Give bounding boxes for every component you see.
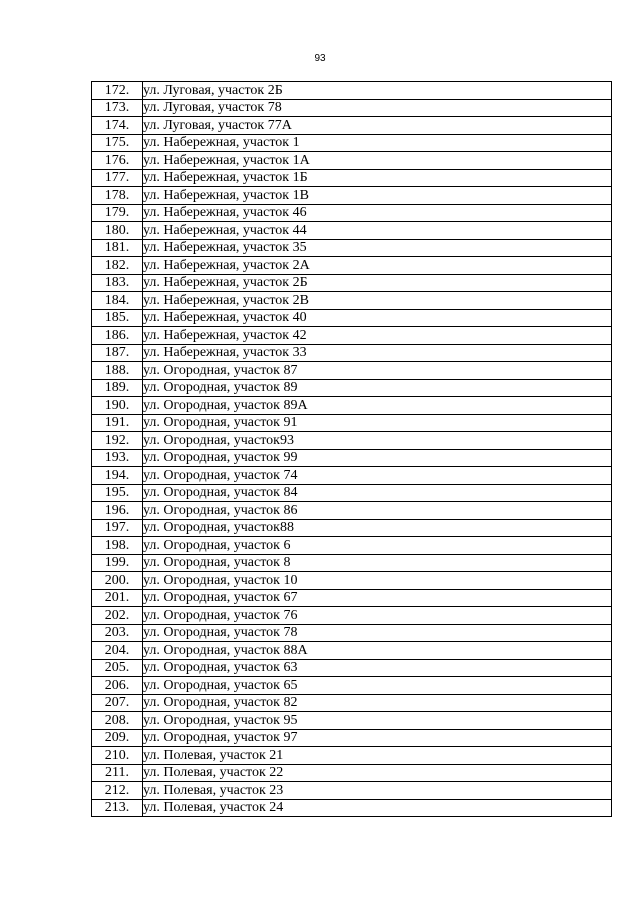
table-row xyxy=(92,82,612,100)
address-cell: ул. Огородная, участок 78 xyxy=(143,624,612,642)
table-row xyxy=(92,327,612,345)
row-number: 184. xyxy=(92,292,143,310)
table-row xyxy=(92,257,612,275)
table-row xyxy=(92,344,612,362)
address-cell: ул. Полевая, участок 23 xyxy=(143,782,612,800)
table-row xyxy=(92,187,612,205)
address-cell: ул. Огородная, участок 84 xyxy=(143,484,612,502)
table-row xyxy=(92,292,612,310)
row-number: 194. xyxy=(92,467,143,485)
address-cell: ул. Огородная, участок 63 xyxy=(143,659,612,677)
address-cell: ул. Огородная, участок 6 xyxy=(143,537,612,555)
table-row xyxy=(92,712,612,730)
table-row xyxy=(92,502,612,520)
table-row xyxy=(92,607,612,625)
table-row xyxy=(92,152,612,170)
address-cell: ул. Огородная, участок 65 xyxy=(143,677,612,695)
row-number: 203. xyxy=(92,624,143,642)
address-cell: ул. Набережная, участок 1 xyxy=(143,134,612,152)
address-cell: ул. Огородная, участок 10 xyxy=(143,572,612,590)
table-row xyxy=(92,729,612,747)
row-number: 213. xyxy=(92,799,143,817)
row-number: 206. xyxy=(92,677,143,695)
address-cell: ул. Огородная, участок 99 xyxy=(143,449,612,467)
address-cell: ул. Огородная, участок 76 xyxy=(143,607,612,625)
row-number: 173. xyxy=(92,99,143,117)
address-cell: ул. Огородная, участок 91 xyxy=(143,414,612,432)
row-number: 179. xyxy=(92,204,143,222)
table-row xyxy=(92,799,612,817)
address-cell: ул. Огородная, участок 88А xyxy=(143,642,612,660)
row-number: 197. xyxy=(92,519,143,537)
table-row xyxy=(92,414,612,432)
row-number: 208. xyxy=(92,712,143,730)
row-number: 199. xyxy=(92,554,143,572)
row-number: 189. xyxy=(92,379,143,397)
row-number: 192. xyxy=(92,432,143,450)
address-cell: ул. Набережная, участок 46 xyxy=(143,204,612,222)
row-number: 176. xyxy=(92,152,143,170)
table-row xyxy=(92,659,612,677)
address-cell: ул. Набережная, участок 35 xyxy=(143,239,612,257)
address-cell: ул. Набережная, участок 33 xyxy=(143,344,612,362)
table-row xyxy=(92,99,612,117)
row-number: 212. xyxy=(92,782,143,800)
row-number: 180. xyxy=(92,222,143,240)
row-number: 191. xyxy=(92,414,143,432)
row-number: 183. xyxy=(92,274,143,292)
row-number: 190. xyxy=(92,397,143,415)
row-number: 174. xyxy=(92,117,143,135)
row-number: 204. xyxy=(92,642,143,660)
address-cell: ул. Набережная, участок 1В xyxy=(143,187,612,205)
table-row xyxy=(92,484,612,502)
row-number: 201. xyxy=(92,589,143,607)
address-cell: ул. Полевая, участок 24 xyxy=(143,799,612,817)
address-cell: ул. Огородная, участок 8 xyxy=(143,554,612,572)
row-number: 185. xyxy=(92,309,143,327)
table-row xyxy=(92,624,612,642)
address-table-body xyxy=(92,82,612,817)
row-number: 207. xyxy=(92,694,143,712)
table-row xyxy=(92,554,612,572)
table-row xyxy=(92,642,612,660)
address-cell: ул. Огородная, участок 67 xyxy=(143,589,612,607)
row-number: 200. xyxy=(92,572,143,590)
row-number: 205. xyxy=(92,659,143,677)
address-table xyxy=(91,81,612,817)
table-row xyxy=(92,782,612,800)
table-row xyxy=(92,117,612,135)
row-number: 188. xyxy=(92,362,143,380)
table-row xyxy=(92,677,612,695)
address-cell: ул. Полевая, участок 22 xyxy=(143,764,612,782)
address-cell: ул. Огородная, участок 82 xyxy=(143,694,612,712)
page-number: 93 xyxy=(314,53,326,64)
row-number: 202. xyxy=(92,607,143,625)
address-cell: ул. Набережная, участок 40 xyxy=(143,309,612,327)
table-row xyxy=(92,397,612,415)
table-row xyxy=(92,589,612,607)
row-number: 181. xyxy=(92,239,143,257)
row-number: 196. xyxy=(92,502,143,520)
address-cell: ул. Огородная, участок 89 xyxy=(143,379,612,397)
row-number: 187. xyxy=(92,344,143,362)
row-number: 172. xyxy=(92,82,143,100)
table-row xyxy=(92,572,612,590)
address-cell: ул. Огородная, участок88 xyxy=(143,519,612,537)
table-row xyxy=(92,519,612,537)
address-cell: ул. Луговая, участок 77А xyxy=(143,117,612,135)
table-row xyxy=(92,274,612,292)
row-number: 193. xyxy=(92,449,143,467)
table-row xyxy=(92,239,612,257)
table-row xyxy=(92,747,612,765)
table-row xyxy=(92,694,612,712)
address-cell: ул. Набережная, участок 44 xyxy=(143,222,612,240)
row-number: 210. xyxy=(92,747,143,765)
table-row xyxy=(92,764,612,782)
address-cell: ул. Огородная, участок 89А xyxy=(143,397,612,415)
address-cell: ул. Огородная, участок 95 xyxy=(143,712,612,730)
table-row xyxy=(92,379,612,397)
table-row xyxy=(92,432,612,450)
table-row xyxy=(92,204,612,222)
table-row xyxy=(92,467,612,485)
row-number: 186. xyxy=(92,327,143,345)
address-cell: ул. Полевая, участок 21 xyxy=(143,747,612,765)
row-number: 209. xyxy=(92,729,143,747)
address-cell: ул. Огородная, участок93 xyxy=(143,432,612,450)
address-cell: ул. Луговая, участок 78 xyxy=(143,99,612,117)
address-cell: ул. Набережная, участок 1Б xyxy=(143,169,612,187)
table-row xyxy=(92,537,612,555)
row-number: 198. xyxy=(92,537,143,555)
address-cell: ул. Огородная, участок 86 xyxy=(143,502,612,520)
address-cell: ул. Набережная, участок 2А xyxy=(143,257,612,275)
row-number: 182. xyxy=(92,257,143,275)
row-number: 211. xyxy=(92,764,143,782)
table-row xyxy=(92,362,612,380)
row-number: 178. xyxy=(92,187,143,205)
row-number: 175. xyxy=(92,134,143,152)
address-cell: ул. Набережная, участок 42 xyxy=(143,327,612,345)
address-cell: ул. Огородная, участок 74 xyxy=(143,467,612,485)
table-row xyxy=(92,222,612,240)
table-row xyxy=(92,134,612,152)
address-cell: ул. Набережная, участок 2Б xyxy=(143,274,612,292)
row-number: 177. xyxy=(92,169,143,187)
address-cell: ул. Огородная, участок 97 xyxy=(143,729,612,747)
table-row xyxy=(92,169,612,187)
address-cell: ул. Набережная, участок 1А xyxy=(143,152,612,170)
row-number: 195. xyxy=(92,484,143,502)
table-row xyxy=(92,309,612,327)
address-cell: ул. Набережная, участок 2В xyxy=(143,292,612,310)
table-row xyxy=(92,449,612,467)
address-cell: ул. Луговая, участок 2Б xyxy=(143,82,612,100)
address-cell: ул. Огородная, участок 87 xyxy=(143,362,612,380)
